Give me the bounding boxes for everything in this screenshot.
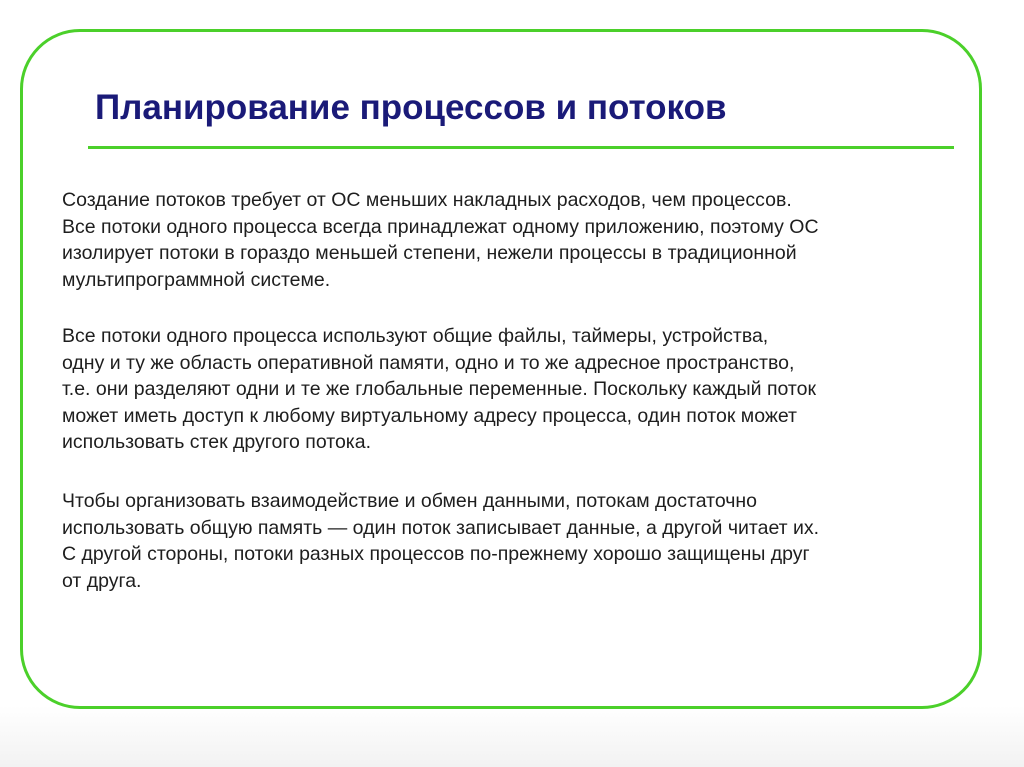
title-underline <box>88 146 954 149</box>
paragraph-3: Чтобы организовать взаимодействие и обмен данными, потокам достаточно использовать общую память — один поток записывает данные, а другой читает их. С другой стороны, потоки разных процессов по-прежнему хорошо защищены друг от друга. <box>62 490 820 592</box>
paragraph-1: Создание потоков требует от ОС меньших накладных расходов, чем процессов. Все потоки одного процесса всегда принадлежат одному приложению, поэтому ОС изолирует потоки в гораздо меньшей степени, нежели процессы в традиционной мультипрограммной системе. <box>62 189 819 291</box>
paragraph-2: Все потоки одного процесса используют общие файлы, таймеры, устройства, одну и ту же область оперативной памяти, одно и то же адресное пространство, т.е. они разделяют одни и те же глобальные переменные. Поскольку каждый поток может иметь доступ к любому виртуальному адресу процесса, один поток может использовать стек другого потока. <box>62 325 817 453</box>
slide-title: Планирование процессов и потоков <box>95 88 727 127</box>
